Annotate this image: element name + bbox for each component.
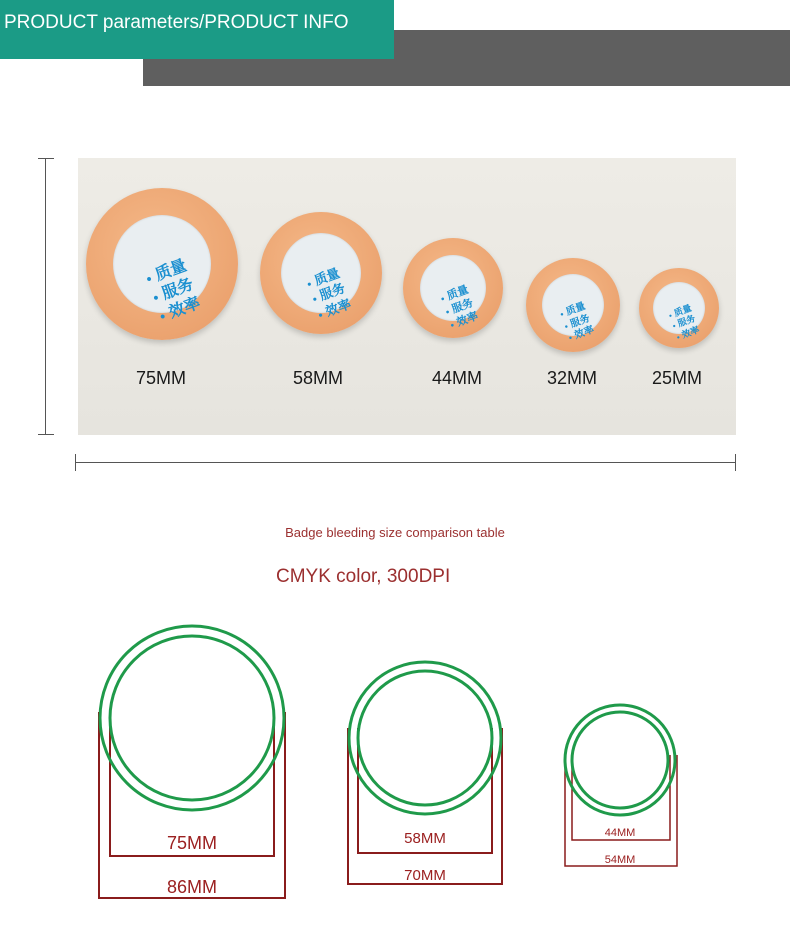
bleed-item-44 (565, 705, 677, 866)
badge-58 (260, 212, 382, 334)
size-label-58: 58MM (293, 368, 344, 388)
size-label-44: 44MM (432, 368, 483, 388)
dimension-cap (735, 454, 736, 471)
size-label-75: 75MM (136, 368, 187, 388)
badge-32 (526, 258, 620, 352)
dimension-cap (38, 434, 54, 435)
badge-text-line: • 质量 (558, 301, 588, 322)
outer-ring (565, 705, 675, 815)
outer-size-label: 70MM (404, 867, 446, 884)
outer-ring (349, 662, 501, 814)
bleed-diagram (0, 600, 790, 910)
width-dimension-line (75, 462, 736, 463)
badge-text-line: • 服务 (443, 296, 476, 319)
badge-text-line: • 服务 (562, 313, 592, 334)
dimension-cap (75, 454, 76, 471)
badge-text-line: • 质量 (438, 283, 471, 306)
inner-size-label: 58MM (404, 830, 446, 847)
badge-75 (86, 188, 238, 340)
badge-25 (639, 268, 719, 348)
badge-text-line: • 效率 (156, 293, 203, 327)
badge-text-line: • 效率 (315, 297, 353, 324)
inner-ring (572, 712, 668, 808)
outer-size-label: 86MM (166, 877, 218, 897)
color-note: CMYK color, 300DPI (276, 566, 451, 587)
badge-44 (403, 238, 503, 338)
inner-size-label: 75MM (166, 833, 218, 853)
outer-bracket (565, 755, 677, 866)
badge-text-line: • 质量 (667, 304, 694, 323)
badge-text-line: • 服务 (149, 274, 196, 308)
inner-ring (110, 636, 274, 800)
outer-ring (100, 626, 284, 810)
header-banner (0, 0, 394, 59)
dimension-cap (38, 158, 54, 159)
bleed-item-58 (348, 662, 502, 884)
badge-text-line: • 服务 (671, 314, 698, 333)
inner-ring (358, 671, 492, 805)
badge-text-line: • 效率 (567, 324, 597, 345)
badge-text-line: • 效率 (447, 309, 480, 332)
bleed-item-75 (99, 626, 285, 898)
size-label-32: 32MM (547, 368, 598, 388)
inner-size-label: 44MM (604, 827, 636, 839)
size-label-25: 25MM (652, 368, 703, 388)
badge-text-line: • 服务 (310, 281, 348, 308)
badge-photo (78, 158, 736, 435)
outer-bracket (99, 712, 285, 898)
header-title: PRODUCT parameters/PRODUCT INFO (4, 12, 349, 33)
badge-text-line: • 效率 (675, 325, 702, 344)
badge-text-line: • 质量 (142, 255, 189, 289)
comparison-subtitle: Badge bleeding size comparison table (285, 525, 505, 540)
outer-size-label: 54MM (604, 854, 636, 866)
height-dimension-line (45, 158, 46, 434)
badge-text-line: • 质量 (304, 266, 342, 293)
